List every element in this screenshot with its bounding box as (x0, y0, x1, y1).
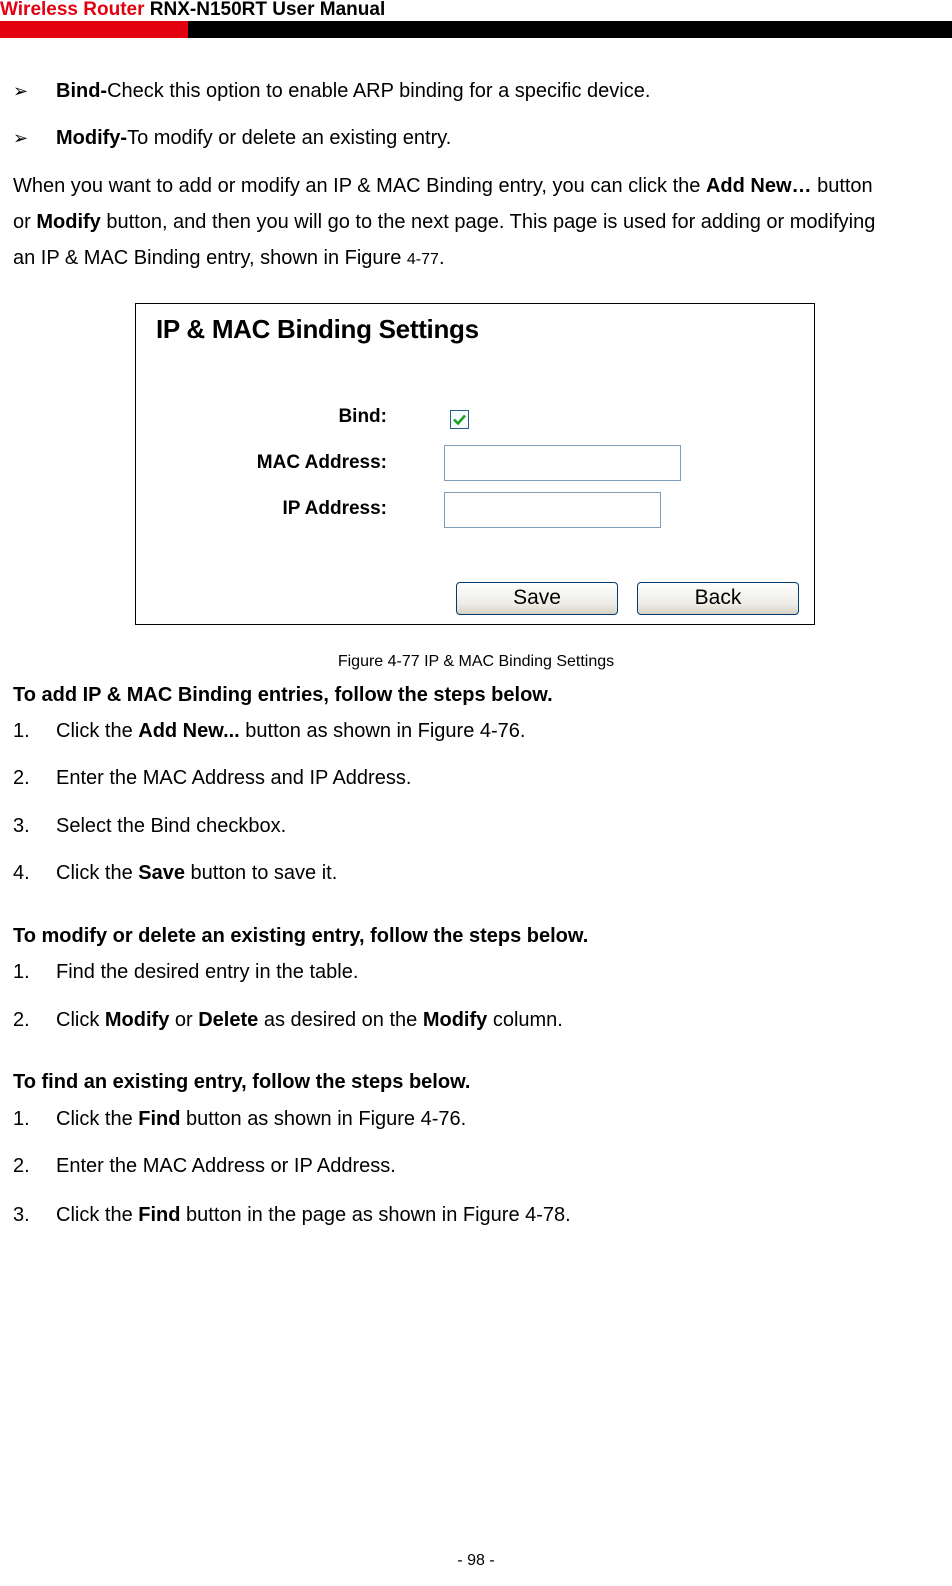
text: or (13, 211, 37, 233)
text: Click the (56, 1204, 139, 1226)
bind-checkbox[interactable] (450, 410, 469, 429)
text-bold: Save (138, 862, 185, 884)
text: button as shown in Figure 4-76. (180, 1108, 467, 1130)
text: When you want to add or modify an IP & MAC Binding entry, you can click the (13, 175, 706, 197)
settings-figure (135, 303, 815, 625)
add-step-2: Enter the MAC Address and IP Address. (56, 767, 412, 789)
back-button[interactable]: Back (637, 582, 799, 615)
header-brand: Wireless Router (0, 0, 145, 20)
step-number: 4. (13, 862, 30, 884)
find-section-heading: To find an existing entry, follow the steps below. (13, 1071, 471, 1093)
text: as desired on the (258, 1009, 423, 1031)
find-step-2: Enter the MAC Address or IP Address. (56, 1155, 396, 1177)
checkmark-icon (452, 412, 467, 427)
add-section-heading: To add IP & MAC Binding entries, follow the steps below. (13, 684, 553, 706)
save-button[interactable]: Save (456, 582, 618, 615)
bullet-modify (56, 127, 451, 149)
step-number: 2. (13, 1155, 30, 1177)
text: button as shown in Figure 4-76. (239, 720, 526, 742)
find-step-3 (56, 1204, 571, 1226)
text-bold: Modify (422, 1009, 488, 1031)
mac-address-input[interactable] (444, 445, 681, 481)
text: column. (487, 1009, 563, 1031)
step-number: 2. (13, 1009, 30, 1031)
intro-line-2 (13, 211, 875, 233)
bullet-arrow-icon: ➢ (13, 128, 29, 148)
bullet-arrow-icon: ➢ (13, 81, 29, 101)
figure-title: IP & MAC Binding Settings (156, 314, 479, 344)
text-bold: Find (138, 1108, 181, 1130)
step-number: 3. (13, 1204, 30, 1226)
text-bold: Find (138, 1204, 181, 1226)
text: button in the page as shown in Figure 4-78. (180, 1204, 571, 1226)
header-title: RNX-N150RT User Manual (149, 0, 386, 20)
add-step-1 (56, 720, 525, 742)
header-bar (0, 21, 952, 38)
running-header (0, 0, 385, 20)
text: Click the (56, 862, 139, 884)
bind-label: Bind: (338, 406, 387, 427)
bullet-text: Check this option to enable ARP binding for a specific device. (107, 80, 651, 102)
text: an IP & MAC Binding entry, shown in Figure (13, 247, 407, 269)
mac-address-label: MAC Address: (256, 452, 387, 473)
bullet-text: To modify or delete an existing entry. (127, 127, 452, 149)
intro-line-1 (13, 175, 873, 197)
bullet-term: Modify- (56, 127, 128, 149)
text: button to save it. (184, 862, 338, 884)
header-bar-accent (0, 21, 188, 38)
bullet-term: Bind- (56, 80, 108, 102)
text-bold: Add New... (138, 720, 240, 742)
figure-ref: 4-77 (406, 251, 439, 268)
text: Click the (56, 1108, 139, 1130)
text: Click the (56, 720, 139, 742)
add-step-3: Select the Bind checkbox. (56, 815, 287, 837)
intro-line-3 (13, 247, 445, 271)
ip-address-input[interactable] (444, 492, 661, 528)
text: button, and then you will go to the next page. This page is used for adding or modifying (100, 211, 876, 233)
ip-address-label: IP Address: (282, 498, 387, 519)
modify-step-1: Find the desired entry in the table. (56, 961, 359, 983)
text-bold: Add New… (705, 175, 812, 197)
add-step-4 (56, 862, 337, 884)
text: button (811, 175, 873, 197)
step-number: 1. (13, 1108, 30, 1130)
text: Click (56, 1009, 105, 1031)
page-number: - 98 - (457, 1552, 495, 1569)
modify-step-2 (56, 1009, 563, 1031)
text-bold: Modify (104, 1009, 170, 1031)
text: or (169, 1009, 199, 1031)
step-number: 3. (13, 815, 30, 837)
step-number: 1. (13, 720, 30, 742)
text-bold: Delete (198, 1009, 259, 1031)
find-step-1 (56, 1108, 466, 1130)
bullet-bind (56, 80, 650, 102)
modify-section-heading: To modify or delete an existing entry, follow the steps below. (13, 925, 589, 947)
figure-caption: Figure 4-77 IP & MAC Binding Settings (337, 653, 615, 670)
text-bold: Modify (36, 211, 101, 233)
step-number: 2. (13, 767, 30, 789)
text: . (438, 247, 445, 269)
step-number: 1. (13, 961, 30, 983)
